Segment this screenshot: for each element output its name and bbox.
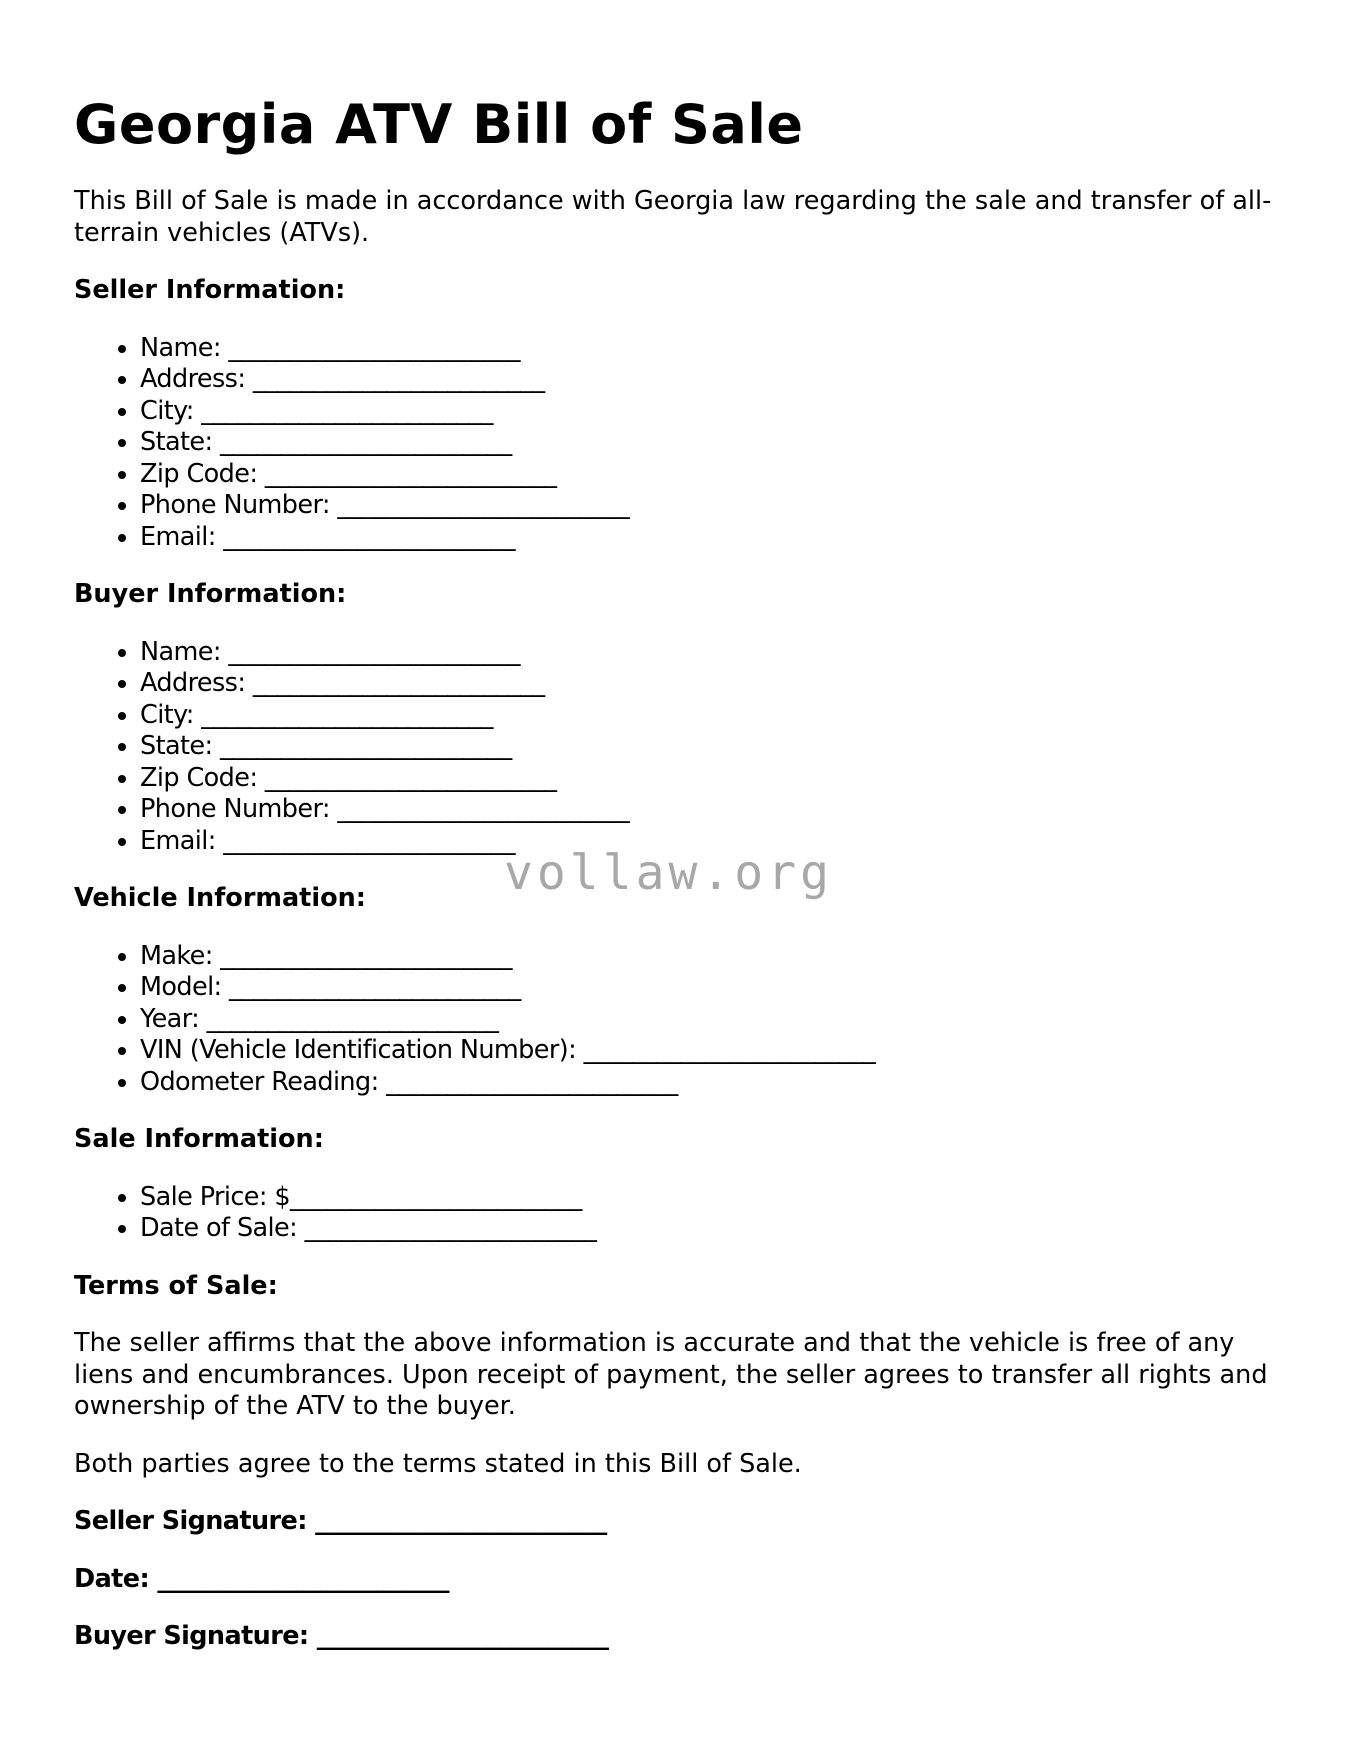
buyer-phone-field: • Phone Number: ________________________ [140,794,1274,826]
sale-date-field: • Date of Sale: ________________________ [140,1213,1274,1245]
buyer-name-field: • Name: ________________________ [140,637,1274,669]
seller-address-field: • Address: ________________________ [140,364,1274,396]
sale-price-field: • Sale Price: $________________________ [140,1182,1274,1214]
seller-email-field: • Email: ________________________ [140,522,1274,554]
seller-phone-field: • Phone Number: ________________________ [140,490,1274,522]
buyer-field-list [74,637,1274,858]
vehicle-model-field: • Model: ________________________ [140,972,1274,1004]
vehicle-vin-field: • VIN (Vehicle Identification Number): ________________________ [140,1035,1274,1067]
watermark: vollaw.org [504,845,833,901]
terms-heading: Terms of Sale: [74,1270,278,1301]
sale-heading: Sale Information: [74,1124,324,1154]
seller-heading: Seller Information: [74,275,346,305]
agreement-paragraph: Both parties agree to the terms stated in this Bill of Sale. [74,1448,802,1479]
vehicle-year-field: • Year: ________________________ [140,1004,1274,1036]
buyer-email-field: • Email: ________________________ [140,826,1274,858]
buyer-zip-field: • Zip Code: ________________________ [140,763,1274,795]
seller-city-field: • City: ________________________ [140,396,1274,428]
vehicle-odometer-field: • Odometer Reading: ________________________ [140,1067,1274,1099]
vehicle-heading: Vehicle Information: [74,883,366,913]
seller-name-field: • Name: ________________________ [140,333,1274,365]
buyer-address-field: • Address: ________________________ [140,668,1274,700]
buyer-city-field: • City: ________________________ [140,700,1274,732]
buyer-state-field: • State: ________________________ [140,731,1274,763]
sale-field-list [74,1182,1274,1245]
seller-state-field: • State: ________________________ [140,427,1274,459]
buyer-signature-line: Buyer Signature: ________________________ [74,1621,609,1651]
terms-paragraph: The seller affirms that the above information is accurate and that the vehicle is free of any liens and encumbrances. Upon receipt of payment, the seller agrees to transfer all rights and ownership of the ATV to the buyer. [74,1328,1268,1421]
seller-signature-line: Seller Signature: ________________________ [74,1506,607,1536]
seller-zip-field: • Zip Code: ________________________ [140,459,1274,491]
document-title: Georgia ATV Bill of Sale [74,93,804,156]
intro-paragraph: This Bill of Sale is made in accordance with Georgia law regarding the sale and transfer of all-terrain vehicles (ATVs). [74,186,1272,248]
signature-date-line: Date: ________________________ [74,1563,449,1594]
seller-field-list [74,333,1274,554]
buyer-heading: Buyer Information: [74,579,347,609]
vehicle-make-field: • Make: ________________________ [140,941,1274,973]
vehicle-field-list [74,941,1274,1099]
